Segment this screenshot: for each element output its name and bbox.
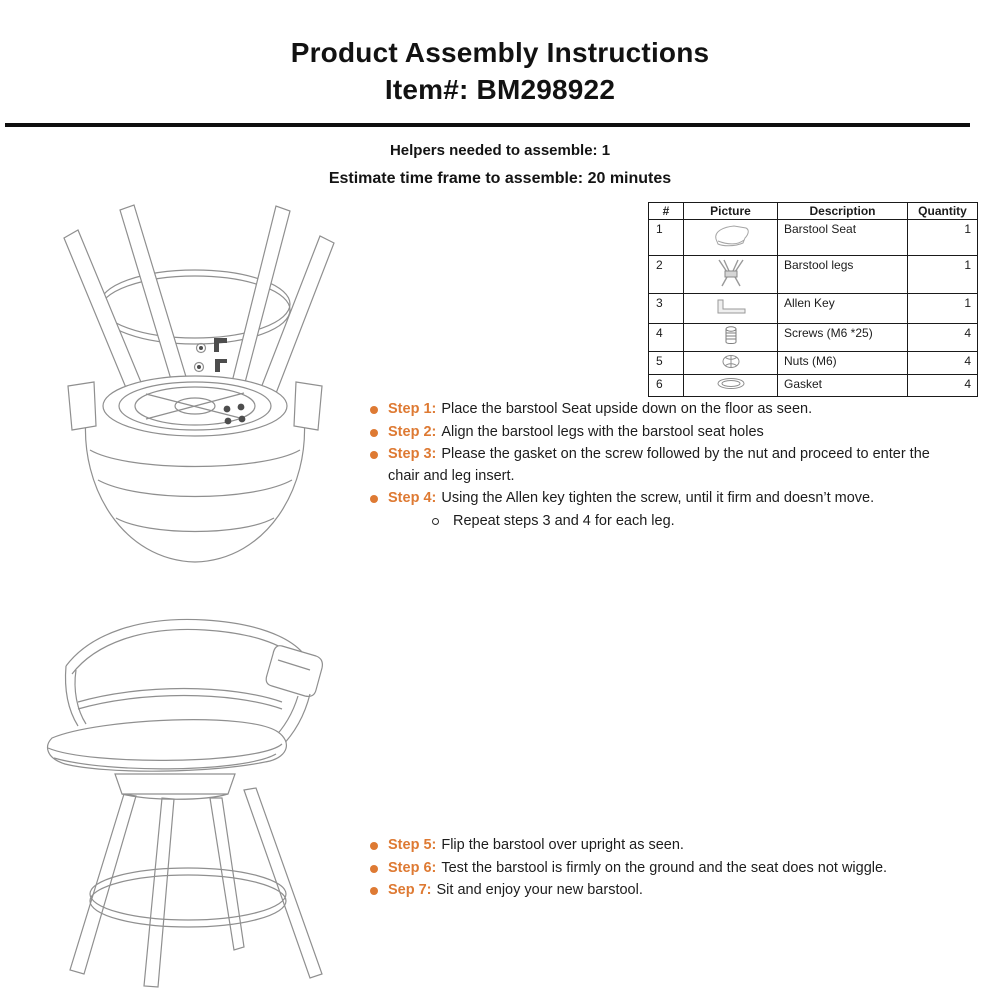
- step-label: Step 6:: [388, 859, 437, 876]
- step-text: Align the barstool legs with the barstool seat holes: [441, 423, 764, 440]
- document-header: [0, 34, 1000, 108]
- col-header-num: #: [649, 203, 684, 220]
- bullet-icon: [370, 495, 378, 503]
- table-row: [649, 352, 978, 375]
- part-number: 1: [649, 220, 684, 256]
- step-item: [368, 835, 978, 857]
- step-text: Using the Allen key tighten the screw, until it firm and doesn’t move.: [441, 490, 875, 506]
- part-quantity: 4: [908, 352, 978, 375]
- assembly-steps-5-7: [368, 835, 978, 903]
- bullet-icon: [370, 842, 378, 850]
- table-row: [649, 220, 978, 256]
- step-text: Test the barstool is firmly on the ground and the seat does not wiggle.: [441, 859, 888, 876]
- substep-item: [432, 511, 978, 533]
- bullet-icon: [370, 406, 378, 414]
- step-item: [368, 488, 978, 510]
- part-number: 5: [649, 352, 684, 375]
- step-text: Please the gasket on the screw followed by the nut and proceed to enter the chair and leg insert.: [388, 446, 930, 484]
- part-description: Gasket: [778, 375, 908, 397]
- upright-barstool-drawing: [20, 598, 366, 992]
- part-description: Barstool Seat: [778, 220, 908, 256]
- time-estimate-line: Estimate time frame to assemble: 20 minutes: [328, 170, 672, 187]
- part-quantity: 1: [908, 256, 978, 294]
- part-description: Barstool legs: [778, 256, 908, 294]
- helpers-needed-line: Helpers needed to assemble: 1: [389, 142, 611, 159]
- step-label: Step 3:: [388, 446, 437, 462]
- step-label: Step 5:: [388, 837, 437, 853]
- bullet-icon: [370, 451, 378, 459]
- bullet-icon: [370, 429, 378, 437]
- part-description: Allen Key: [778, 294, 908, 324]
- part-quantity: 1: [908, 220, 978, 256]
- step-item: [368, 422, 978, 444]
- step-label: Step 2:: [388, 423, 437, 440]
- nut-icon: [720, 353, 742, 370]
- step-text: Flip the barstool over upright as seen.: [441, 837, 684, 853]
- upside-down-barstool-drawing: [28, 188, 360, 576]
- part-number: 3: [649, 294, 684, 324]
- col-header-description: Description: [778, 203, 908, 220]
- part-number: 6: [649, 375, 684, 397]
- allen-key-icon: [710, 295, 752, 319]
- header-rule: [5, 123, 970, 127]
- part-description: Nuts (M6): [778, 352, 908, 375]
- step-item: [368, 399, 978, 421]
- table-row: [649, 256, 978, 294]
- hollow-bullet-icon: [432, 518, 439, 525]
- step-item: [368, 444, 978, 487]
- col-header-picture: Picture: [684, 203, 778, 220]
- step-label: Step 1:: [388, 401, 437, 417]
- table-row: [649, 294, 978, 324]
- step-label: Sep 7:: [388, 882, 432, 898]
- part-number: 2: [649, 256, 684, 294]
- gasket-icon: [715, 376, 747, 391]
- part-quantity: 4: [908, 324, 978, 352]
- part-quantity: 4: [908, 375, 978, 397]
- part-quantity: 1: [908, 294, 978, 324]
- assembly-steps-1-4: [368, 399, 978, 532]
- step-text: Place the barstool Seat upside down on the floor as seen.: [441, 401, 813, 417]
- col-header-quantity: Quantity: [908, 203, 978, 220]
- part-number: 4: [649, 324, 684, 352]
- bullet-icon: [370, 887, 378, 895]
- item-number: Item#: BM298922: [384, 74, 616, 105]
- table-row: [649, 324, 978, 352]
- barstool-legs-icon: [712, 257, 750, 289]
- step-item: [368, 880, 978, 902]
- table-row: [649, 375, 978, 397]
- step-text: Sit and enjoy your new barstool.: [436, 882, 643, 898]
- bullet-icon: [370, 865, 378, 873]
- step-label: Step 4:: [388, 490, 437, 506]
- parts-table-header-row: [649, 203, 978, 220]
- part-description: Screws (M6 *25): [778, 324, 908, 352]
- barstool-seat-icon: [708, 221, 754, 251]
- parts-table: [648, 202, 978, 397]
- step-item: [368, 858, 978, 880]
- screw-icon: [723, 325, 739, 347]
- page-title: Product Assembly Instructions: [290, 37, 710, 68]
- substep-text: Repeat steps 3 and 4 for each leg.: [453, 512, 675, 529]
